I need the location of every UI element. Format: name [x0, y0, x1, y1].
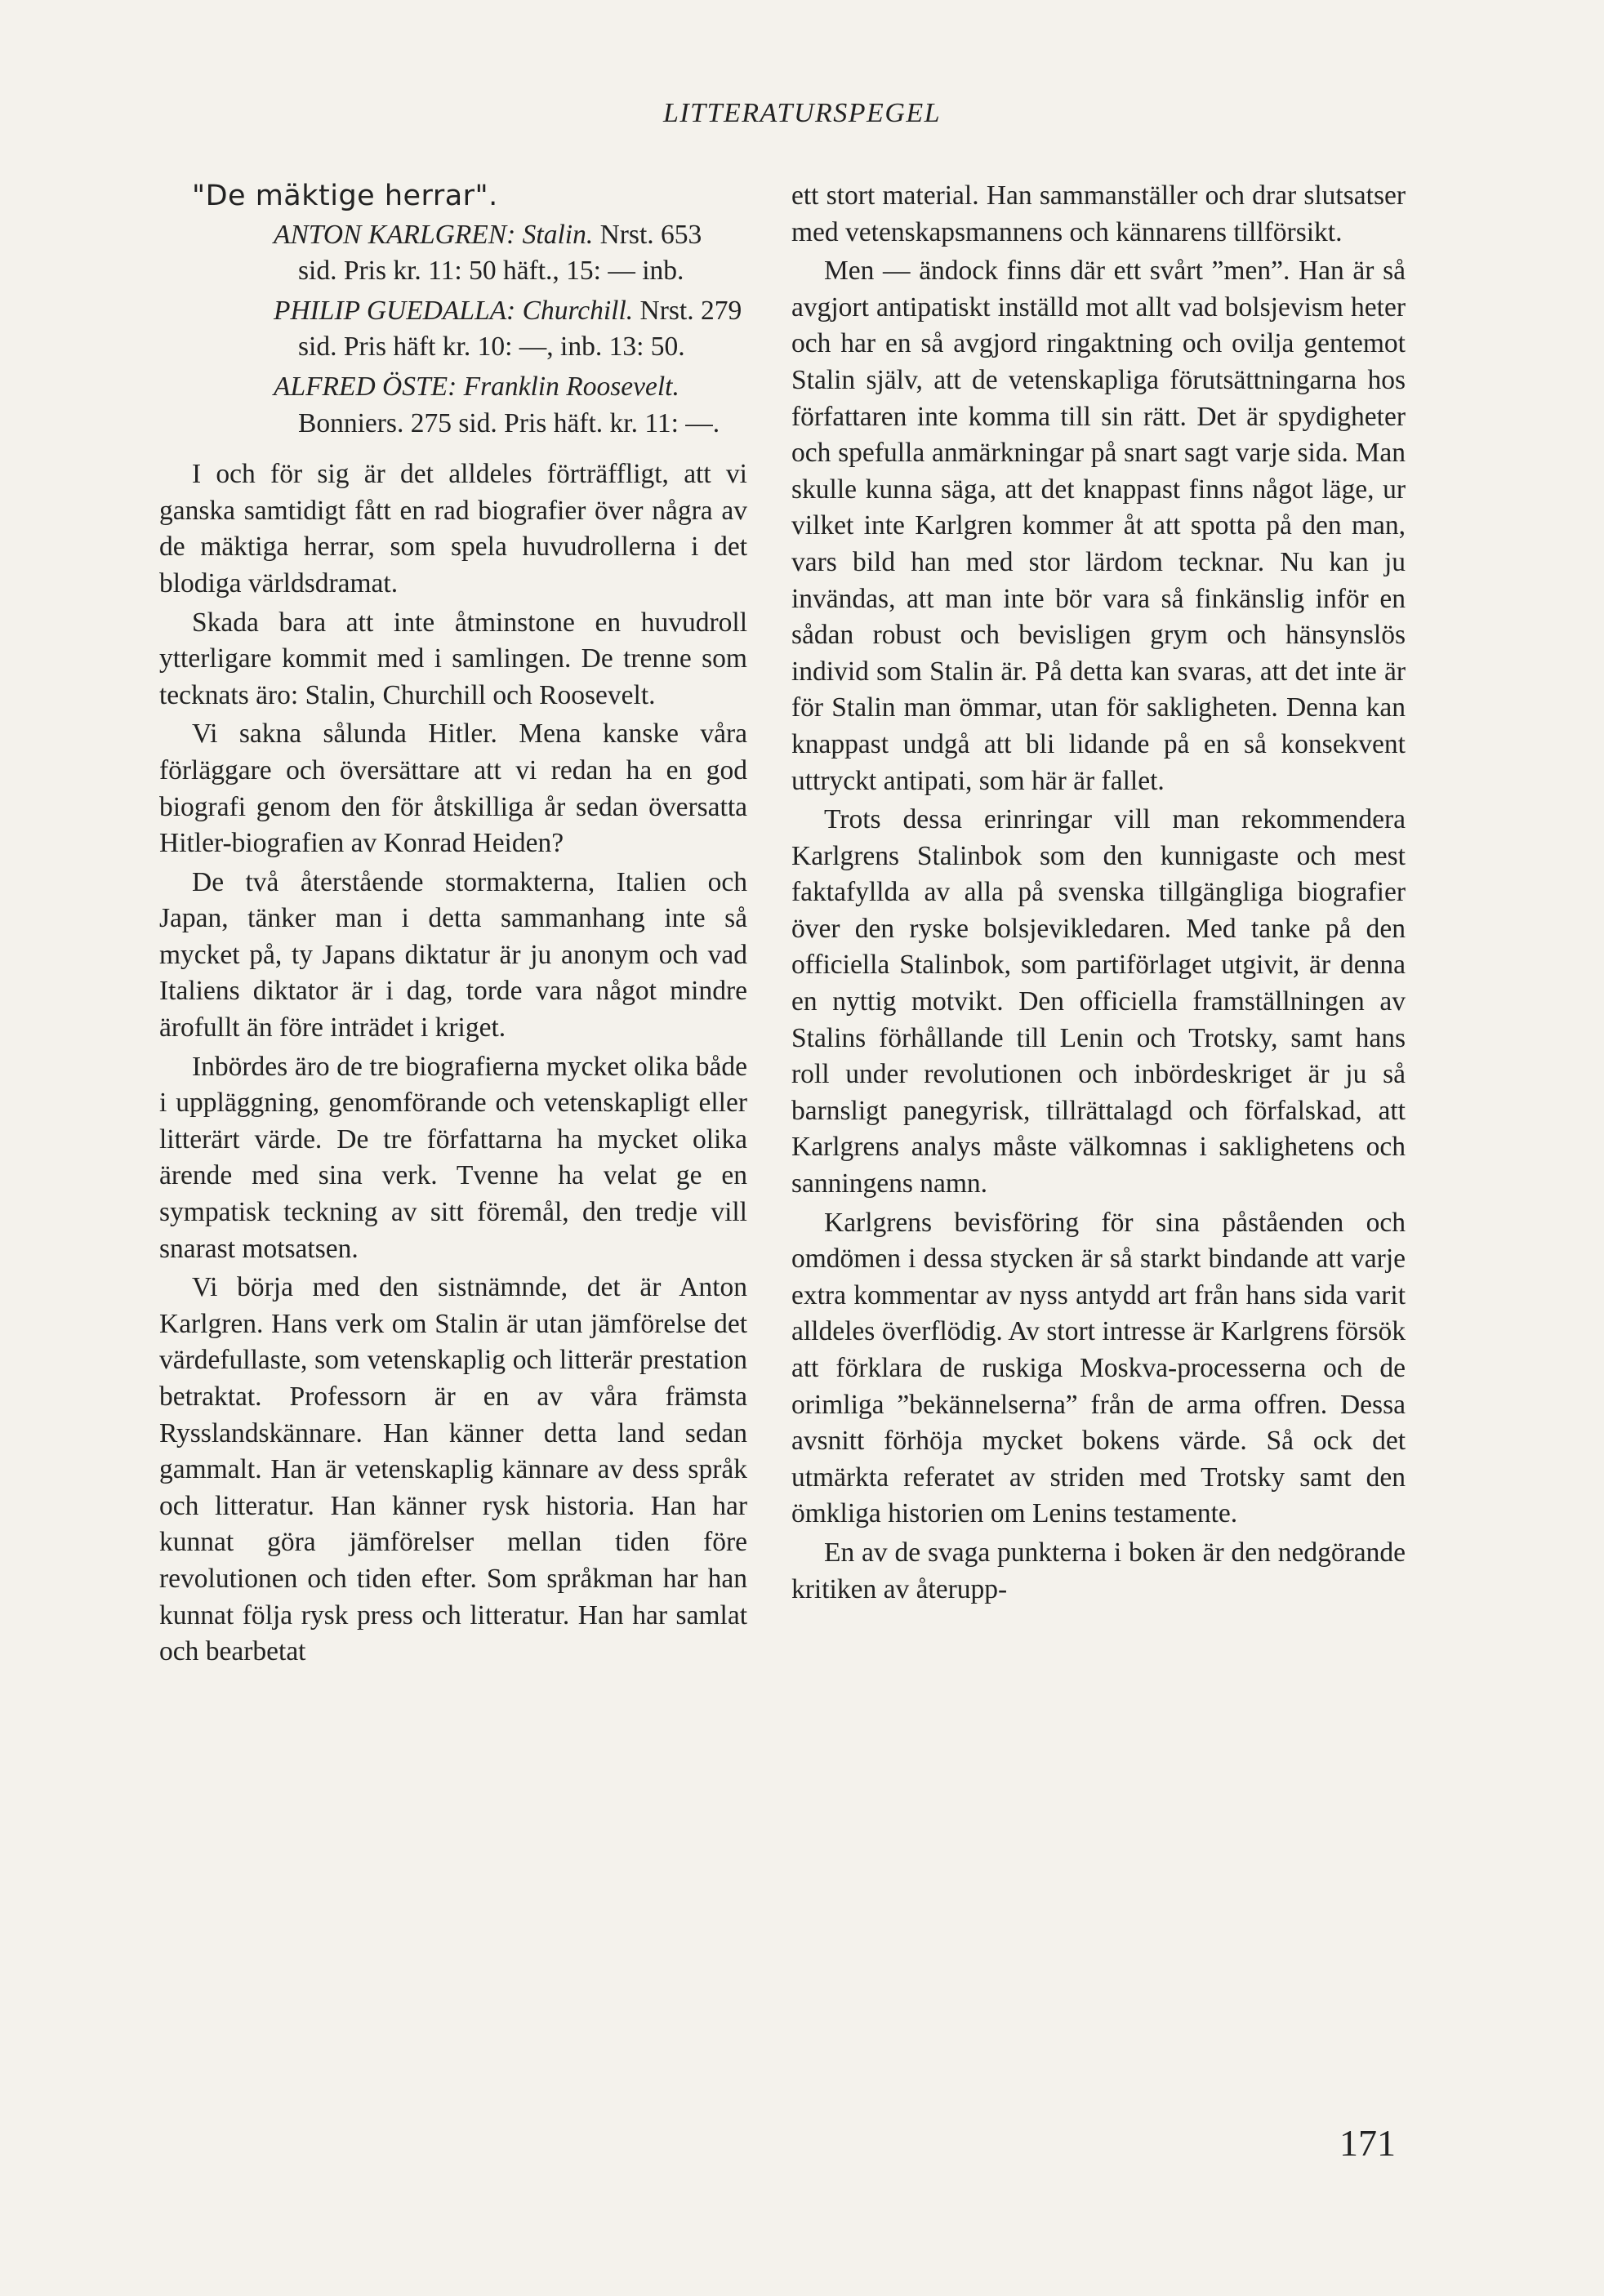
body-paragraph: ett stort material. Han sammanställer och drar slutsatser med vetenskapsmannens och kännarens tillförsikt. — [791, 180, 1406, 247]
page-number: 171 — [1339, 2122, 1396, 2164]
book-details: Bonniers. 275 sid. Pris häft. kr. 11: —. — [298, 407, 720, 438]
body-paragraph: Men — ändock finns där ett svårt ”men”. Han är så avgjort antipatiskt inställd mot allt vad bolsjevism heter och har en så avgjord ringaktning och ovilja gentemot Stalin själv, att de vetenskapliga förutsättningarna hos författaren inte komma till sin rätt. Det är spydigheter och spefulla anmärkningar på snart sagt varje sida. Man skulle kunna säga, att det knappast finns något läge, ur vilket inte Karlgren kommer åt att spotta på den man, vars bild han med stor lärdom tecknar. Nu kan ju invändas, att man inte bör vara så finkänslig inför en sådan robust och bevisligen grym och hänsynslös individ som Stalin är. På detta kan svaras, att det inte är för Stalin man ömmar, utan för sakligheten. Denna kan knappast undgå att bli lidande på en så konsekvent uttryckt antipati, som här är fallet. — [791, 256, 1406, 796]
right-column — [791, 178, 1406, 1610]
book-title: Franklin Roosevelt. — [463, 371, 679, 402]
book-details: Nrst. 653 sid. Pris kr. 11: 50 häft., 15: — inb. — [298, 219, 702, 287]
book-title: Stalin. — [522, 219, 594, 250]
body-paragraph: Trots dessa erinringar vill man rekommendera Karlgrens Stalinbok som den kunnigaste och mest faktafyllda av alla på svenska tillgängliga biografier över den ryske bolsjevikledaren. Med tanke på den officiella Stalinbok, som partiförlaget utgivit, är denna en nyttig motvikt. Den officiella framställningen av Stalins förhållande till Lenin och Trotsky, samt hans roll under revolutionen och inbördeskriget är ju så barnsligt panegyrisk, tillrättalagd och förfalskad, att Karlgrens analys måste välkomnas i saklighetens och sanningens namn. — [791, 804, 1406, 1199]
book-entry — [274, 217, 747, 290]
body-paragraph: Vi sakna sålunda Hitler. Mena kanske våra förläggare och översättare att vi redan ha en god biografi genom den för åtskilliga år sedan översatta Hitler-biografien av Konrad Heiden? — [159, 719, 747, 859]
left-column — [159, 178, 747, 1673]
body-paragraph: Karlgrens bevisföring för sina påståenden och omdömen i dessa stycken är så starkt bindande att varje extra kommentar av nyss antydd art från hans sida varit alldeles överflödig. Av stort intresse är Karlgrens försök att förklara de ruskiga Moskva-processerna och de orimliga ”bekännelserna” från de arma offren. Dessa avsnitt förhöja mycket bokens värde. Så ock det utmärkta referatet av striden med Trotsky samt den ömkliga historien om Lenins testamente. — [791, 1207, 1406, 1529]
book-entry — [274, 369, 747, 442]
body-paragraph: Inbördes äro de tre biografierna mycket olika både i uppläggning, genomförande och vetenskapligt eller litterärt värde. De tre författarna ha mycket olika ärende med sina verk. Tvenne ha velat ge en sympatisk teckning av sitt föremål, den tredje vill snarast motsatsen. — [159, 1051, 747, 1264]
body-paragraph: Skada bara att inte åtminstone en huvudroll ytterligare kommit med i samlingen. De trenne som tecknats äro: Stalin, Churchill och Roosevelt. — [159, 607, 747, 710]
book-list — [159, 217, 747, 443]
body-paragraph: I och för sig är det alldeles förträffligt, att vi ganska samtidigt fått en rad biografier över några av de mäktiga herrar, som spela huvudrollerna i det blodiga världsdramat. — [159, 459, 747, 598]
body-paragraph: De två återstående stormakterna, Italien och Japan, tänker man i detta sammanhang inte så mycket på, ty Japans diktatur är ju anonym och vad Italiens diktator är i dag, torde vara något mindre ärofullt än före inträdet i kriget. — [159, 866, 747, 1043]
book-title: Churchill. — [522, 295, 634, 326]
section-heading: "De mäktige herrar". — [192, 180, 498, 212]
book-author: PHILIP GUEDALLA: — [274, 295, 516, 326]
book-details: Nrst. 279 sid. Pris häft kr. 10: —, inb. 13: 50. — [298, 295, 742, 363]
book-author: ANTON KARLGREN: — [274, 219, 516, 250]
running-header: LITTERATURSPEGEL — [662, 98, 942, 128]
book-entry — [274, 293, 747, 366]
body-paragraph: Vi börja med den sistnämnde, det är Anton Karlgren. Hans verk om Stalin är utan jämförelse det värdefullaste, som vetenskaplig och litterär prestation betraktat. Professorn är en av våra främsta Rysslandskännare. Han känner detta land sedan gammalt. Han är vetenskaplig kännare av dess språk och litteratur. Han känner rysk historia. Han har kunnat göra jämförelser mellan tiden före revolutionen och tiden efter. Som språkman har han kunnat följa rysk press och litteratur. Han har samlat och bearbetat — [159, 1272, 747, 1667]
book-author: ALFRED ÖSTE: — [274, 371, 457, 402]
body-paragraph: En av de svaga punkterna i boken är den nedgörande kritiken av återupp- — [791, 1537, 1406, 1604]
